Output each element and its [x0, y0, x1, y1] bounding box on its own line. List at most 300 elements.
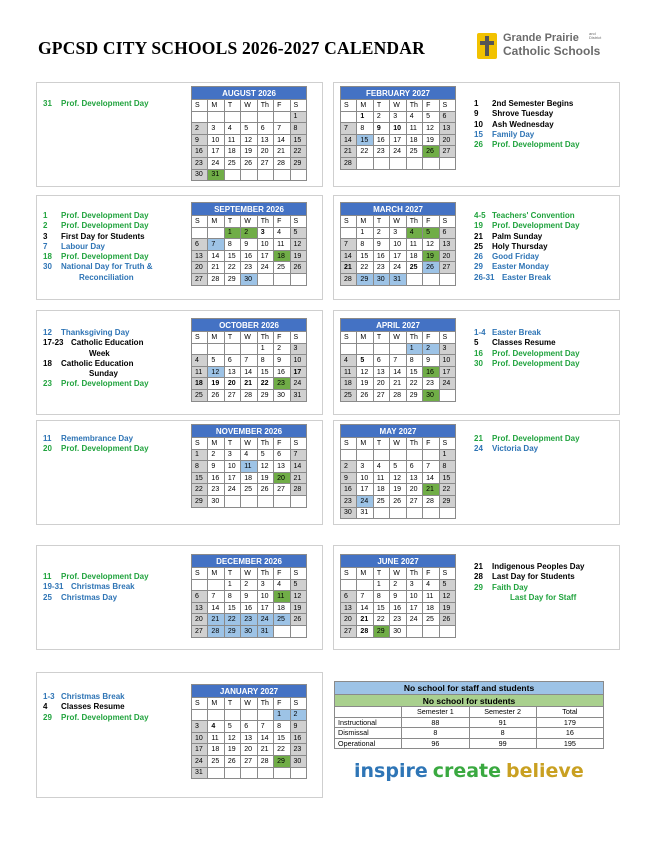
day-cell: 13	[274, 461, 290, 473]
day-cell: 15	[406, 366, 422, 378]
weekday-header: W	[390, 568, 406, 580]
day-cell: 1	[439, 449, 455, 461]
day-cell	[241, 169, 257, 181]
day-cell: 3	[290, 343, 306, 355]
weekday-header: W	[390, 332, 406, 344]
day-cell: 28	[208, 625, 224, 637]
day-cell	[439, 625, 455, 637]
event-date: 20	[43, 444, 52, 454]
summary-header-staff	[335, 682, 604, 695]
weekday-header: M	[208, 216, 224, 228]
day-cell: 9	[241, 239, 257, 251]
event-date: 26-31	[474, 272, 495, 282]
day-cell: 3	[224, 449, 240, 461]
day-cell: 23	[241, 614, 257, 626]
event-text: Christmas Break	[71, 582, 135, 592]
events-june	[474, 562, 584, 603]
calendar-october	[191, 318, 307, 402]
day-cell: 13	[257, 134, 273, 146]
weekday-header: W	[241, 568, 257, 580]
weekday-header: Th	[257, 438, 273, 450]
day-cell: 21	[341, 146, 357, 158]
weekday-header: T	[224, 568, 240, 580]
day-cell: 10	[390, 239, 406, 251]
day-cell	[192, 111, 208, 123]
day-cell: 31	[192, 767, 208, 779]
day-cell: 18	[274, 250, 290, 262]
day-cell: 14	[357, 602, 373, 614]
event-item	[43, 379, 149, 389]
event-item	[474, 99, 580, 109]
weekday-header: T	[224, 100, 240, 112]
week-row	[341, 134, 456, 146]
weekday-header: S	[439, 100, 455, 112]
day-cell	[290, 625, 306, 637]
event-item	[474, 434, 580, 444]
summary-cell: 96	[402, 738, 469, 749]
day-cell: 20	[274, 472, 290, 484]
day-cell: 14	[290, 461, 306, 473]
day-cell	[357, 579, 373, 591]
day-cell: 28	[341, 273, 357, 285]
event-date: 5	[474, 338, 479, 348]
day-cell: 9	[290, 721, 306, 733]
day-cell: 25	[341, 389, 357, 401]
page-title: GPCSD CITY SCHOOLS 2026-2027 CALENDAR	[38, 38, 425, 58]
tagline-word: create	[432, 760, 502, 782]
weekday-header: M	[208, 100, 224, 112]
day-cell: 6	[257, 123, 273, 135]
summary-table	[334, 681, 604, 749]
calendar-november	[191, 424, 307, 508]
summary-header-students	[335, 695, 604, 707]
day-cell: 21	[241, 378, 257, 390]
day-cell: 7	[241, 355, 257, 367]
event-item	[43, 582, 149, 592]
day-cell	[208, 767, 224, 779]
event-text: Ash Wednesday	[492, 119, 554, 129]
day-cell: 21	[274, 146, 290, 158]
day-cell: 3	[357, 461, 373, 473]
day-cell: 11	[406, 239, 422, 251]
day-cell: 15	[192, 472, 208, 484]
day-cell	[357, 449, 373, 461]
week-row	[341, 495, 456, 507]
day-cell	[224, 343, 240, 355]
day-cell: 30	[390, 625, 406, 637]
day-cell: 1	[357, 111, 373, 123]
day-cell: 11	[406, 123, 422, 135]
day-cell: 28	[290, 484, 306, 496]
event-text: First Day for Students	[61, 231, 145, 241]
event-item	[474, 338, 580, 348]
day-cell: 31	[390, 273, 406, 285]
day-cell: 17	[208, 146, 224, 158]
event-text: Teachers' Convention	[492, 211, 575, 220]
summary-cell: 88	[402, 717, 469, 728]
day-cell: 14	[208, 250, 224, 262]
day-cell: 1	[373, 579, 389, 591]
day-cell: 7	[208, 591, 224, 603]
day-cell: 29	[357, 273, 373, 285]
day-cell: 4	[224, 123, 240, 135]
summary-cell: Operational	[335, 738, 402, 749]
day-cell: 24	[208, 157, 224, 169]
day-cell: 24	[390, 146, 406, 158]
week-row	[341, 273, 456, 285]
day-cell: 23	[192, 157, 208, 169]
day-cell: 23	[290, 744, 306, 756]
weekday-header: Th	[257, 216, 273, 228]
day-cell: 31	[257, 625, 273, 637]
day-cell: 17	[390, 134, 406, 146]
day-cell: 25	[406, 146, 422, 158]
event-item	[43, 273, 153, 283]
weekday-header: F	[423, 100, 439, 112]
event-date: 16	[474, 348, 483, 358]
event-date: 1	[474, 99, 479, 108]
day-cell: 3	[192, 721, 208, 733]
week-row	[192, 273, 307, 285]
event-date: 1-4	[474, 328, 486, 337]
weekday-header: F	[274, 216, 290, 228]
day-cell: 30	[192, 169, 208, 181]
day-cell: 18	[241, 472, 257, 484]
event-item	[43, 593, 149, 603]
event-date: 10	[474, 119, 483, 129]
event-item	[474, 262, 580, 272]
day-cell: 9	[341, 472, 357, 484]
day-cell: 14	[423, 472, 439, 484]
day-cell: 23	[390, 614, 406, 626]
week-row	[341, 239, 456, 251]
week-row	[341, 111, 456, 123]
day-cell	[439, 507, 455, 519]
day-cell	[257, 495, 273, 507]
event-text: Prof. Development Day	[61, 572, 149, 581]
month-title: DECEMBER 2026	[192, 555, 307, 568]
day-cell: 29	[224, 273, 240, 285]
day-cell	[406, 625, 422, 637]
day-cell: 26	[439, 614, 455, 626]
day-cell: 19	[208, 378, 224, 390]
event-item	[43, 338, 149, 348]
day-cell: 21	[257, 744, 273, 756]
day-cell: 30	[423, 389, 439, 401]
weekday-header: Th	[257, 698, 273, 710]
weekday-header: W	[241, 100, 257, 112]
day-cell: 30	[290, 755, 306, 767]
event-item	[43, 359, 149, 369]
event-item	[474, 273, 580, 283]
event-text: Catholic Education	[61, 358, 134, 368]
day-cell: 3	[390, 111, 406, 123]
day-cell: 21	[208, 262, 224, 274]
week-row	[192, 123, 307, 135]
day-cell: 5	[241, 123, 257, 135]
day-cell: 16	[373, 250, 389, 262]
day-cell: 20	[439, 250, 455, 262]
day-cell: 22	[274, 744, 290, 756]
day-cell: 12	[439, 591, 455, 603]
weekday-header: Th	[406, 568, 422, 580]
day-cell: 1	[257, 343, 273, 355]
day-cell: 11	[192, 366, 208, 378]
day-cell: 22	[192, 484, 208, 496]
day-cell: 28	[208, 273, 224, 285]
day-cell: 16	[274, 366, 290, 378]
day-cell: 18	[406, 134, 422, 146]
day-cell: 20	[192, 262, 208, 274]
cross-icon	[476, 32, 498, 62]
school-logo	[476, 30, 601, 64]
tagline	[354, 760, 589, 782]
event-text: Thanksgiving Day	[61, 328, 130, 337]
event-item	[474, 252, 580, 262]
event-date: 19-31	[43, 582, 64, 592]
weekday-header: W	[241, 438, 257, 450]
summary-cell: 8	[402, 728, 469, 739]
day-cell: 24	[224, 484, 240, 496]
day-cell: 23	[241, 262, 257, 274]
event-text: Remembrance Day	[61, 434, 134, 443]
day-cell: 19	[423, 250, 439, 262]
calendar-june	[340, 554, 456, 638]
day-cell: 17	[390, 250, 406, 262]
day-cell: 7	[423, 461, 439, 473]
event-date: 23	[43, 379, 52, 389]
event-date: 15	[474, 129, 483, 139]
day-cell: 17	[290, 366, 306, 378]
day-cell: 17	[192, 744, 208, 756]
day-cell	[241, 767, 257, 779]
day-cell: 9	[192, 134, 208, 146]
day-cell: 25	[274, 262, 290, 274]
event-date: 4	[43, 702, 48, 712]
day-cell: 4	[406, 111, 422, 123]
day-cell: 18	[423, 602, 439, 614]
day-cell	[192, 579, 208, 591]
day-cell: 19	[439, 602, 455, 614]
event-text: Indigenous Peoples Day	[492, 562, 585, 571]
day-cell: 1	[290, 111, 306, 123]
event-date: 4-5	[474, 211, 486, 220]
week-row	[192, 239, 307, 251]
day-cell: 23	[341, 495, 357, 507]
week-row	[341, 579, 456, 591]
events-march	[474, 211, 580, 283]
event-text: Family Day	[492, 129, 535, 139]
day-cell	[192, 343, 208, 355]
weekday-header: S	[290, 438, 306, 450]
event-text: Easter Monday	[492, 262, 549, 272]
day-cell	[241, 343, 257, 355]
day-cell	[257, 273, 273, 285]
day-cell: 20	[439, 134, 455, 146]
event-text: Classes Resume	[492, 338, 556, 348]
day-cell: 27	[192, 273, 208, 285]
day-cell: 9	[373, 123, 389, 135]
day-cell: 11	[274, 591, 290, 603]
event-text: Prof. Development Day	[492, 221, 580, 231]
month-title: APRIL 2027	[341, 319, 456, 332]
summary-cell: 8	[469, 728, 536, 739]
day-cell	[224, 709, 240, 721]
logo-line1: Grande Prairie	[503, 32, 579, 44]
event-item	[43, 262, 153, 272]
event-text: Faith Day	[492, 582, 529, 592]
week-row	[192, 378, 307, 390]
day-cell: 20	[257, 146, 273, 158]
day-cell: 16	[290, 732, 306, 744]
month-title: MAY 2027	[341, 425, 456, 438]
day-cell: 25	[208, 755, 224, 767]
day-cell: 16	[341, 484, 357, 496]
day-cell	[274, 495, 290, 507]
weekday-header: T	[224, 332, 240, 344]
event-item	[43, 221, 153, 231]
event-text: Prof. Development Day	[61, 379, 149, 389]
week-row	[341, 227, 456, 239]
event-text: Week	[89, 348, 110, 358]
event-date: 29	[474, 262, 483, 272]
day-cell: 22	[357, 262, 373, 274]
calendar-september	[191, 202, 307, 286]
month-title: JUNE 2027	[341, 555, 456, 568]
day-cell: 15	[257, 366, 273, 378]
day-cell: 6	[439, 111, 455, 123]
day-cell	[290, 767, 306, 779]
event-date: 1	[43, 211, 48, 220]
day-cell: 24	[357, 495, 373, 507]
day-cell: 4	[274, 227, 290, 239]
weekday-header: Th	[257, 568, 273, 580]
day-cell: 12	[423, 239, 439, 251]
day-cell: 14	[341, 134, 357, 146]
day-cell: 5	[208, 355, 224, 367]
day-cell: 8	[357, 239, 373, 251]
day-cell: 10	[439, 355, 455, 367]
day-cell	[192, 709, 208, 721]
day-cell: 9	[241, 591, 257, 603]
event-text: Christmas Break	[61, 692, 125, 701]
day-cell: 19	[290, 602, 306, 614]
weekday-header: Th	[406, 438, 422, 450]
day-cell: 6	[274, 449, 290, 461]
event-item	[43, 252, 153, 262]
week-row	[192, 625, 307, 637]
day-cell: 13	[192, 250, 208, 262]
week-row	[192, 355, 307, 367]
weekday-header: T	[373, 216, 389, 228]
day-cell	[406, 507, 422, 519]
day-cell: 2	[290, 709, 306, 721]
event-date: 25	[43, 592, 52, 602]
week-row	[341, 343, 456, 355]
day-cell: 24	[192, 755, 208, 767]
day-cell	[423, 507, 439, 519]
day-cell: 3	[406, 579, 422, 591]
day-cell: 26	[423, 262, 439, 274]
day-cell: 8	[406, 355, 422, 367]
week-row	[192, 755, 307, 767]
weekday-header: T	[224, 438, 240, 450]
day-cell: 20	[241, 744, 257, 756]
week-row	[341, 157, 456, 169]
day-cell: 3	[257, 227, 273, 239]
event-text: Prof. Development Day	[61, 99, 149, 108]
weekday-header: T	[373, 438, 389, 450]
weekday-header: T	[373, 100, 389, 112]
day-cell: 28	[357, 625, 373, 637]
summary-cell: 16	[536, 728, 603, 739]
day-cell: 11	[373, 472, 389, 484]
week-row	[341, 591, 456, 603]
event-item	[43, 349, 149, 359]
day-cell: 11	[341, 366, 357, 378]
event-item	[474, 120, 580, 130]
event-date: 17-23	[43, 338, 64, 348]
event-text: Prof. Development Day	[61, 712, 149, 722]
day-cell: 3	[257, 579, 273, 591]
day-cell: 11	[208, 732, 224, 744]
event-item	[43, 242, 153, 252]
day-cell: 24	[390, 262, 406, 274]
summary-cell: 91	[469, 717, 536, 728]
month-title: OCTOBER 2026	[192, 319, 307, 332]
event-text: Prof. Development Day	[61, 444, 149, 454]
weekday-header: F	[274, 332, 290, 344]
day-cell: 21	[357, 614, 373, 626]
event-text: Easter Break	[502, 272, 551, 282]
day-cell	[224, 767, 240, 779]
day-cell: 4	[406, 227, 422, 239]
calendar-december	[191, 554, 307, 638]
month-title: MARCH 2027	[341, 203, 456, 216]
day-cell: 25	[192, 389, 208, 401]
weekday-header: W	[241, 698, 257, 710]
logo-text	[503, 32, 600, 58]
day-cell: 2	[274, 343, 290, 355]
day-cell	[373, 507, 389, 519]
day-cell: 11	[423, 591, 439, 603]
weekday-header: S	[192, 698, 208, 710]
day-cell: 7	[341, 123, 357, 135]
day-cell: 26	[357, 389, 373, 401]
events-april	[474, 328, 580, 369]
month-title: AUGUST 2026	[192, 87, 307, 100]
day-cell: 29	[439, 495, 455, 507]
event-text: National Day for Truth &	[61, 262, 153, 272]
summary-header-staff-cell: No school for staff and students	[335, 682, 604, 695]
day-cell: 9	[423, 355, 439, 367]
event-date: 30	[474, 358, 483, 368]
day-cell	[423, 157, 439, 169]
event-date: 1-3	[43, 692, 55, 701]
weekday-header: Th	[257, 100, 273, 112]
event-text: Shrove Tuesday	[492, 109, 554, 119]
summary-col-label	[335, 707, 402, 718]
day-cell: 24	[257, 614, 273, 626]
calendar-august	[191, 86, 307, 181]
day-cell: 14	[274, 134, 290, 146]
day-cell: 8	[224, 591, 240, 603]
week-row	[192, 709, 307, 721]
weekday-header: W	[390, 216, 406, 228]
day-cell: 8	[373, 591, 389, 603]
day-cell: 1	[406, 343, 422, 355]
day-cell: 29	[192, 495, 208, 507]
